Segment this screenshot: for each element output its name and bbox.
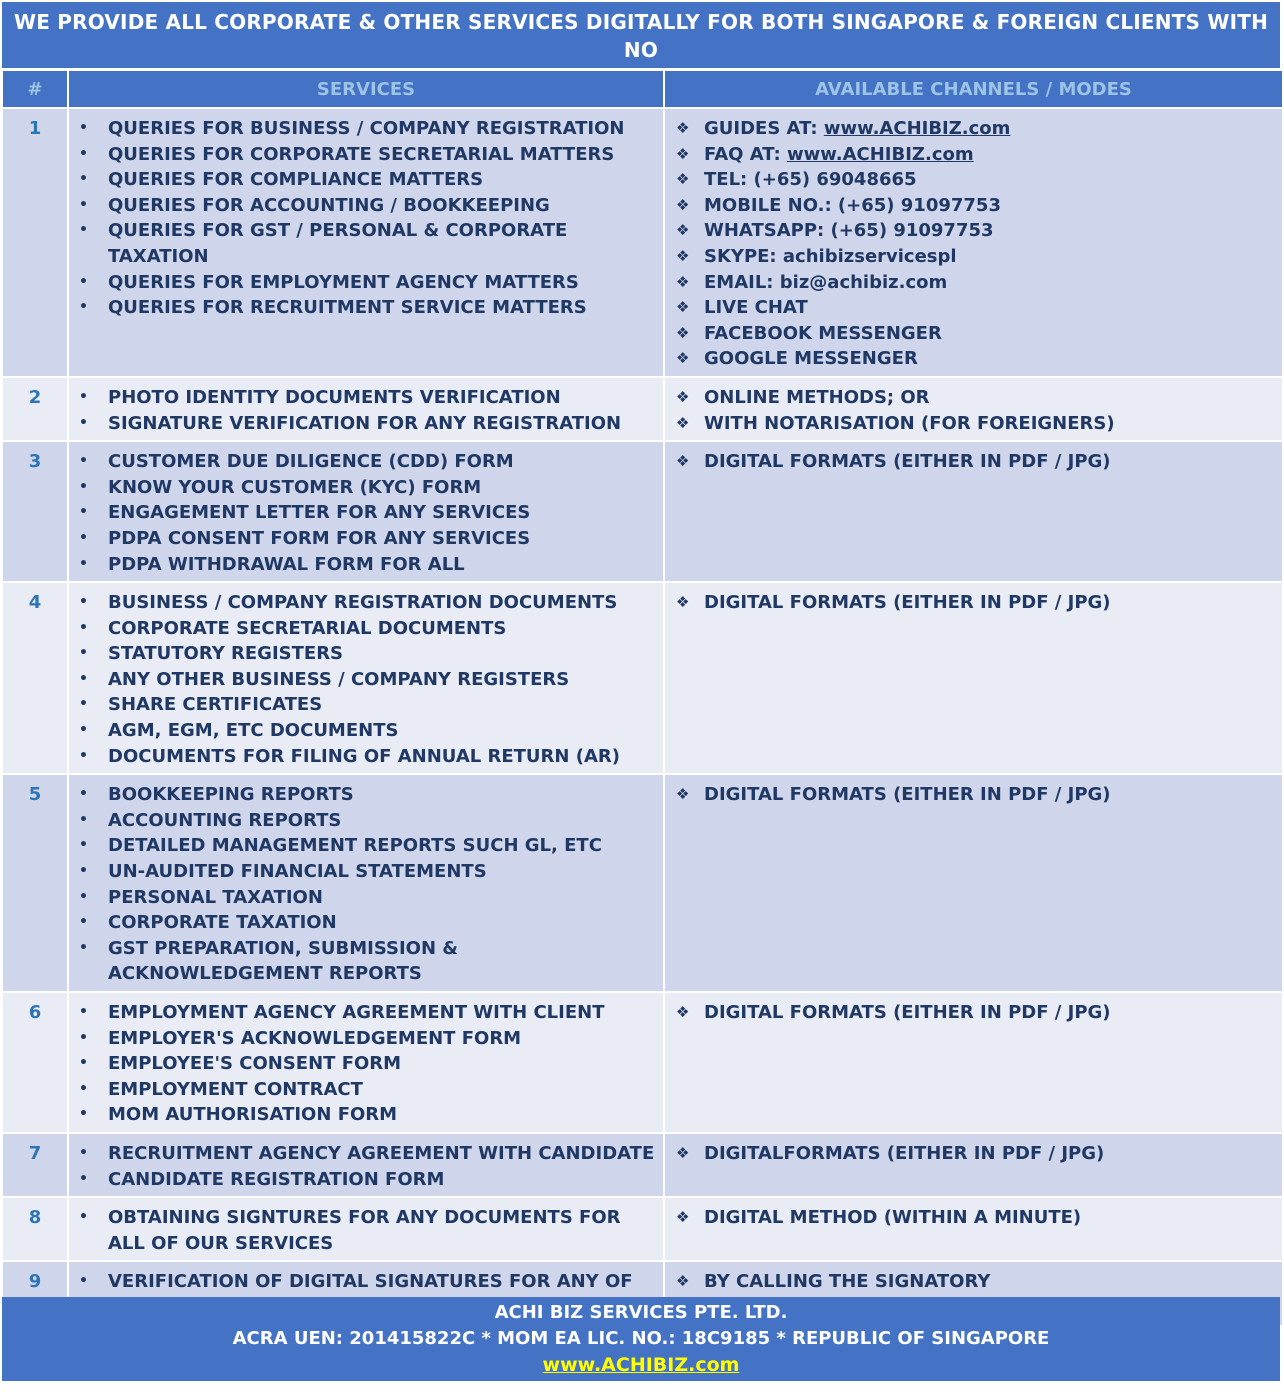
service-item: • BOOKKEEPING REPORTS [69, 782, 657, 808]
service-item: • SHARE CERTIFICATES [69, 692, 657, 718]
services-cell [68, 108, 664, 377]
service-item: • ACCOUNTING REPORTS [69, 808, 657, 834]
channel-label: BY CALLING THE SIGNATORY [704, 1271, 991, 1293]
services-cell [68, 992, 664, 1133]
footer-website-link[interactable]: www.ACHIBIZ.com [542, 1354, 740, 1376]
channel-label: DIGITAL FORMATS (EITHER IN PDF / JPG) [704, 592, 1111, 614]
services-cell [68, 377, 664, 441]
channel-label: WITH NOTARISATION (FOR FOREIGNERS) [704, 412, 1115, 434]
table-row [2, 582, 1283, 774]
channels-list [665, 775, 1282, 812]
service-item: • ENGAGEMENT LETTER FOR ANY SERVICES [69, 500, 657, 526]
website-link[interactable]: www.ACHIBIZ.com [787, 143, 974, 165]
row-number: 3 [2, 441, 68, 582]
channel-label: SKYPE: achibizservicespl [704, 245, 957, 267]
channel-item [665, 411, 1276, 437]
table-row [2, 992, 1283, 1133]
service-item: • DETAILED MANAGEMENT REPORTS SUCH GL, ETC [69, 833, 657, 859]
service-item: • STATUTORY REGISTERS [69, 641, 657, 667]
services-list [69, 1198, 663, 1260]
channels-cell [664, 774, 1283, 992]
row-number: 1 [2, 108, 68, 377]
table-row [2, 377, 1283, 441]
table-row [2, 1197, 1283, 1261]
channel-label: TEL: (+65) 69048665 [704, 169, 917, 191]
channel-item [665, 1205, 1276, 1231]
channel-item [665, 782, 1276, 808]
channel-label: FAQ AT: [704, 143, 788, 165]
row-number: 2 [2, 377, 68, 441]
channel-label: LIVE CHAT [704, 297, 808, 319]
channels-list [665, 378, 1282, 440]
services-cell [68, 774, 664, 992]
service-item: • BUSINESS / COMPANY REGISTRATION DOCUMENTS [69, 590, 657, 616]
header-line-1: WE PROVIDE ALL CORPORATE & OTHER SERVICES DIGITALLY FOR BOTH SINGAPORE & FOREIGN CLIENTS WITH NO [13, 10, 1269, 62]
service-item: • SIGNATURE VERIFICATION FOR ANY REGISTRATION [69, 411, 657, 437]
row-number: 9 [2, 1261, 68, 1325]
channel-label: DIGITAL FORMATS (EITHER IN PDF / JPG) [704, 784, 1111, 806]
services-list [69, 775, 663, 991]
column-header-channels: AVAILABLE CHANNELS / MODES [664, 70, 1283, 108]
channel-label: DIGITAL FORMATS (EITHER IN PDF / JPG) [704, 451, 1111, 473]
service-item: • QUERIES FOR ACCOUNTING / BOOKKEEPING [69, 193, 657, 219]
channel-label: MOBILE NO.: (+65) 91097753 [704, 194, 1001, 216]
channel-item [665, 1141, 1276, 1167]
footer-company: ACHI BIZ SERVICES PTE. LTD. [494, 1302, 788, 1323]
service-item: • QUERIES FOR BUSINESS / COMPANY REGISTRATION [69, 116, 657, 142]
service-item: • DOCUMENTS FOR FILING OF ANNUAL RETURN (AR) [69, 744, 657, 770]
channel-label: DIGITAL METHOD (WITHIN A MINUTE) [704, 1207, 1082, 1229]
channels-list [665, 1262, 1282, 1299]
service-item: • RECRUITMENT AGENCY AGREEMENT WITH CANDIDATE [69, 1141, 657, 1167]
service-item: • MOM AUTHORISATION FORM [69, 1102, 657, 1128]
services-list [69, 583, 663, 773]
channel-item [665, 244, 1276, 270]
channel-item [665, 346, 1276, 372]
service-item: • CUSTOMER DUE DILIGENCE (CDD) FORM [69, 449, 657, 475]
table-row [2, 441, 1283, 582]
service-item: • KNOW YOUR CUSTOMER (KYC) FORM [69, 475, 657, 501]
service-item: • GST PREPARATION, SUBMISSION & ACKNOWLEDGEMENT REPORTS [69, 936, 657, 987]
service-item: • EMPLOYER'S ACKNOWLEDGEMENT FORM [69, 1026, 657, 1052]
service-item: • OBTAINING SIGNTURES FOR ANY DOCUMENTS FOR ALL OF OUR SERVICES [69, 1205, 657, 1256]
service-item: • AGM, EGM, ETC DOCUMENTS [69, 718, 657, 744]
channel-item [665, 218, 1276, 244]
channels-list [665, 442, 1282, 479]
channels-cell [664, 1197, 1283, 1261]
row-number: 5 [2, 774, 68, 992]
service-item: • CANDIDATE REGISTRATION FORM [69, 1167, 657, 1193]
services-list [69, 1134, 663, 1196]
service-item: • PHOTO IDENTITY DOCUMENTS VERIFICATION [69, 385, 657, 411]
table-body [2, 108, 1283, 1326]
channel-item [665, 385, 1276, 411]
channels-list [665, 1134, 1282, 1171]
service-item: • QUERIES FOR COMPLIANCE MATTERS [69, 167, 657, 193]
channel-label: DIGITAL FORMATS (EITHER IN PDF / JPG) [704, 1002, 1111, 1023]
channel-label: GOOGLE MESSENGER [704, 348, 918, 370]
channels-cell [664, 108, 1283, 377]
channel-label: EMAIL: biz@achibiz.com [704, 271, 948, 293]
column-header-number: # [2, 70, 68, 108]
channel-item [665, 1000, 1276, 1026]
row-number: 7 [2, 1133, 68, 1197]
header-banner [2, 2, 1280, 68]
service-item: • PDPA CONSENT FORM FOR ANY SERVICES [69, 526, 657, 552]
service-item: • ANY OTHER BUSINESS / COMPANY REGISTERS [69, 667, 657, 693]
service-item: • QUERIES FOR EMPLOYMENT AGENCY MATTERS [69, 270, 657, 296]
row-number: 8 [2, 1197, 68, 1261]
channels-cell [664, 992, 1283, 1133]
channels-cell [664, 1133, 1283, 1197]
channel-item [665, 321, 1276, 347]
channels-list [665, 109, 1282, 376]
column-header-services: SERVICES [68, 70, 664, 108]
services-list [69, 993, 663, 1132]
table-row [2, 774, 1283, 992]
channel-item [665, 167, 1276, 193]
channel-label: ONLINE METHODS; OR [704, 386, 930, 408]
channel-label: WHATSAPP: (+65) 91097753 [704, 220, 994, 242]
service-item: • PERSONAL TAXATION [69, 885, 657, 911]
service-item: • VERIFICATION OF DIGITAL SIGNATURES FOR ANY OF [69, 1269, 657, 1320]
channel-item [665, 1269, 1276, 1295]
channels-cell [664, 377, 1283, 441]
table-row [2, 108, 1283, 377]
service-item: • CORPORATE TAXATION [69, 910, 657, 936]
services-cell [68, 582, 664, 774]
channels-list [665, 993, 1282, 1030]
service-item: • EMPLOYMENT AGENCY AGREEMENT WITH CLIENT [69, 1000, 657, 1026]
footer-banner [2, 1297, 1280, 1381]
channel-item [665, 193, 1276, 219]
service-item: • CORPORATE SECRETARIAL DOCUMENTS [69, 616, 657, 642]
channels-cell [664, 582, 1283, 774]
channel-label: FACEBOOK MESSENGER [704, 322, 942, 344]
service-item: • UN-AUDITED FINANCIAL STATEMENTS [69, 859, 657, 885]
service-item: • EMPLOYEE'S CONSENT FORM [69, 1051, 657, 1077]
channel-label: GUIDES AT: [704, 118, 824, 139]
services-list [69, 442, 663, 581]
row-number: 4 [2, 582, 68, 774]
footer-registration: ACRA UEN: 201415822C * MOM EA LIC. NO.: 18C9185 * REPUBLIC OF SINGAPORE [232, 1328, 1050, 1349]
services-table [1, 69, 1284, 1327]
table-row [2, 1133, 1283, 1197]
channel-item [665, 270, 1276, 296]
service-item: • PDPA WITHDRAWAL FORM FOR ALL [69, 552, 657, 578]
row-number: 6 [2, 992, 68, 1133]
service-item: • EMPLOYMENT CONTRACT [69, 1077, 657, 1103]
website-link[interactable]: www.ACHIBIZ.com [823, 118, 1011, 139]
channel-item [665, 142, 1276, 168]
service-item: • QUERIES FOR RECRUITMENT SERVICE MATTERS [69, 295, 657, 321]
channels-cell [664, 441, 1283, 582]
services-cell [68, 1197, 664, 1261]
channel-item [665, 295, 1276, 321]
channels-list [665, 583, 1282, 620]
services-cell [68, 441, 664, 582]
service-item: • QUERIES FOR CORPORATE SECRETARIAL MATTERS [69, 142, 657, 168]
channel-item [665, 449, 1276, 475]
services-list [69, 109, 663, 325]
channel-item [665, 590, 1276, 616]
service-item: • QUERIES FOR GST / PERSONAL & CORPORATE TAXATION [69, 218, 657, 269]
channels-list [665, 1198, 1282, 1235]
services-list [69, 378, 663, 440]
table-header-row [2, 70, 1283, 108]
channel-label: DIGITALFORMATS (EITHER IN PDF / JPG) [704, 1142, 1105, 1164]
channel-item [665, 116, 1276, 142]
services-cell [68, 1133, 664, 1197]
